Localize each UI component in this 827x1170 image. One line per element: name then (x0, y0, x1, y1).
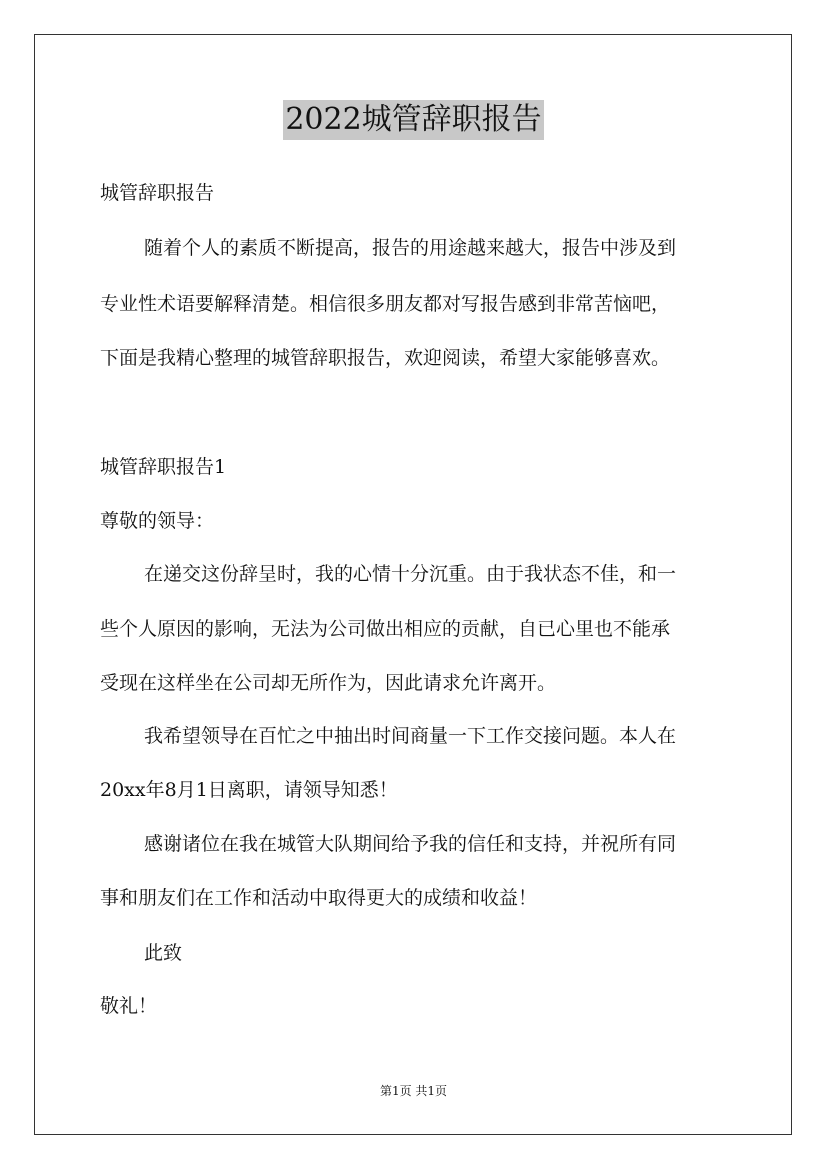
paragraph-line: 20xx年8月1日离职，请领导知悉！ (100, 779, 398, 801)
paragraph-line: 些个人原因的影响，无法为公司做出相应的贡献，自已心里也不能承 (100, 618, 671, 640)
paragraph-line: 在递交这份辞呈时，我的心情十分沉重。由于我状态不佳，和一 (144, 563, 677, 585)
salutation: 尊敬的领导： (100, 510, 215, 532)
paragraph-line: 感谢诸位在我在城管大队期间给予我的信任和支持，并祝所有同 (144, 833, 677, 855)
paragraph-line: 专业性术语要解释清楚。相信很多朋友都对写报告感到非常苦恼吧， (100, 293, 671, 315)
page-footer: 第1页 共1页 (379, 1084, 448, 1098)
paragraph-line: 随着个人的素质不断提高，报告的用途越来越大，报告中涉及到 (144, 237, 677, 259)
section-heading: 城管辞职报告1 (100, 456, 227, 478)
section-heading: 城管辞职报告 (100, 182, 215, 204)
paragraph-line: 事和朋友们在工作和活动中取得更大的成绩和收益！ (100, 887, 538, 909)
paragraph-line: 下面是我精心整理的城管辞职报告，欢迎阅读，希望大家能够喜欢。 (100, 347, 671, 369)
paragraph-line: 受现在这样坐在公司却无所作为，因此请求允许离开。 (100, 672, 557, 694)
title-container (0, 100, 827, 140)
paragraph-line: 我希望领导在百忙之中抽出时间商量一下工作交接问题。本人在 (144, 725, 677, 747)
closing-line: 敬礼！ (100, 995, 158, 1017)
document-title: 2022城管辞职报告 (283, 100, 543, 140)
closing-line: 此致 (144, 942, 183, 964)
